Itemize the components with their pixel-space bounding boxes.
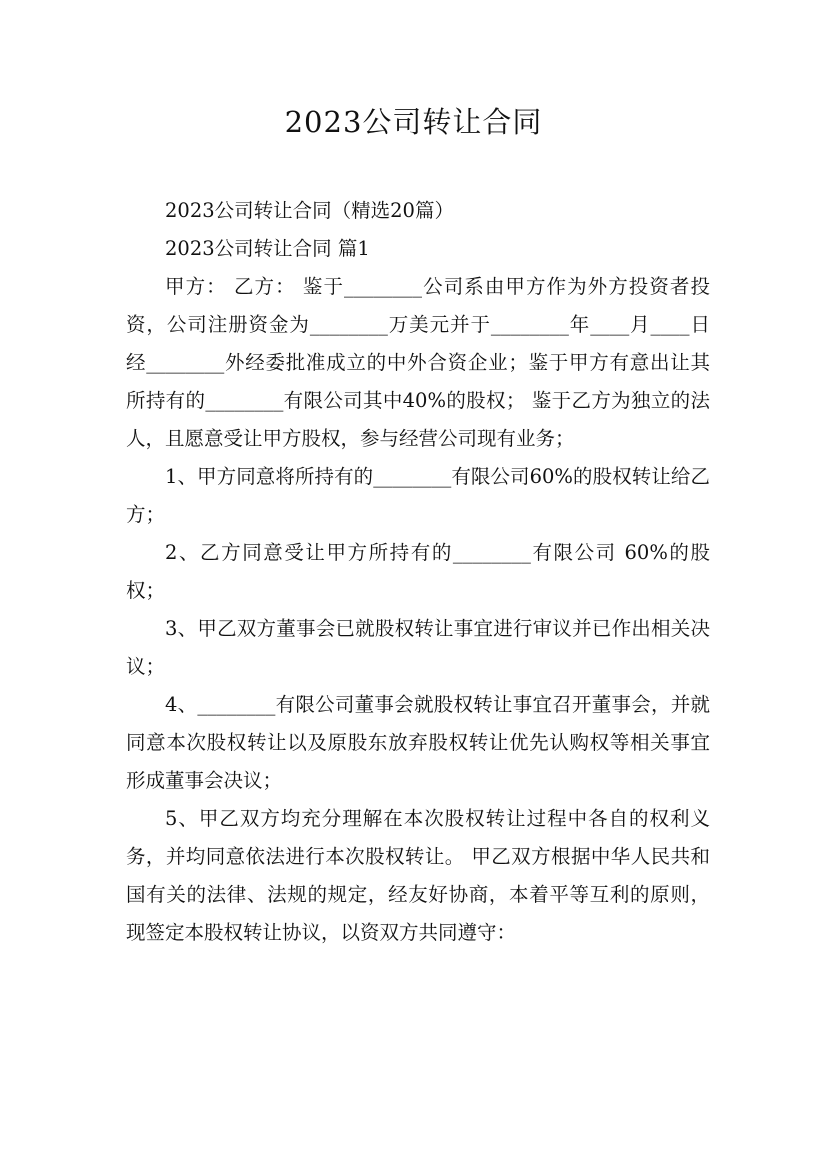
- paragraph-clause-4: 4、________有限公司董事会就股权转让事宜召开董事会，并就同意本次股权转让以及原股东放弃股权转让优先认购权等相关事宜形成董事会决议；: [126, 693, 710, 792]
- paragraph-clause-3: 3、甲乙双方董事会已就股权转让事宜进行审议并已作出相关决议；: [126, 617, 710, 678]
- document-body: [126, 192, 710, 952]
- paragraph-subtitle: 2023公司转让合同（精选20篇）: [165, 199, 454, 222]
- paragraph-clause-1: 1、甲方同意将所持有的________有限公司60%的股权转让给乙方；: [126, 465, 710, 526]
- paragraph-preamble: 甲方： 乙方： 鉴于________公司系由甲方作为外方投资者投资，公司注册资金为________万美元并于________年____月____日经________外经委批准成立的中外合资企业；鉴于甲方有意出让其所持有的________有限公司其中40%的股权； 鉴于乙方为独立的法人，且愿意受让甲方股权，参与经营公司现有业务；: [126, 275, 710, 450]
- document-title: 2023公司转让合同: [284, 105, 543, 139]
- paragraph-clause-5: 5、甲乙双方均充分理解在本次股权转让过程中各自的权利义务，并均同意依法进行本次股权转让。 甲乙双方根据中华人民共和国有关的法律、法规的规定，经友好协商，本着平等互利的原则，现签定本股权转让协议，以资双方共同遵守：: [126, 807, 710, 944]
- paragraph-section-heading: 2023公司转让合同 篇1: [165, 237, 370, 260]
- paragraph-clause-2: 2、乙方同意受让甲方所持有的________有限公司 60%的股权；: [126, 541, 710, 602]
